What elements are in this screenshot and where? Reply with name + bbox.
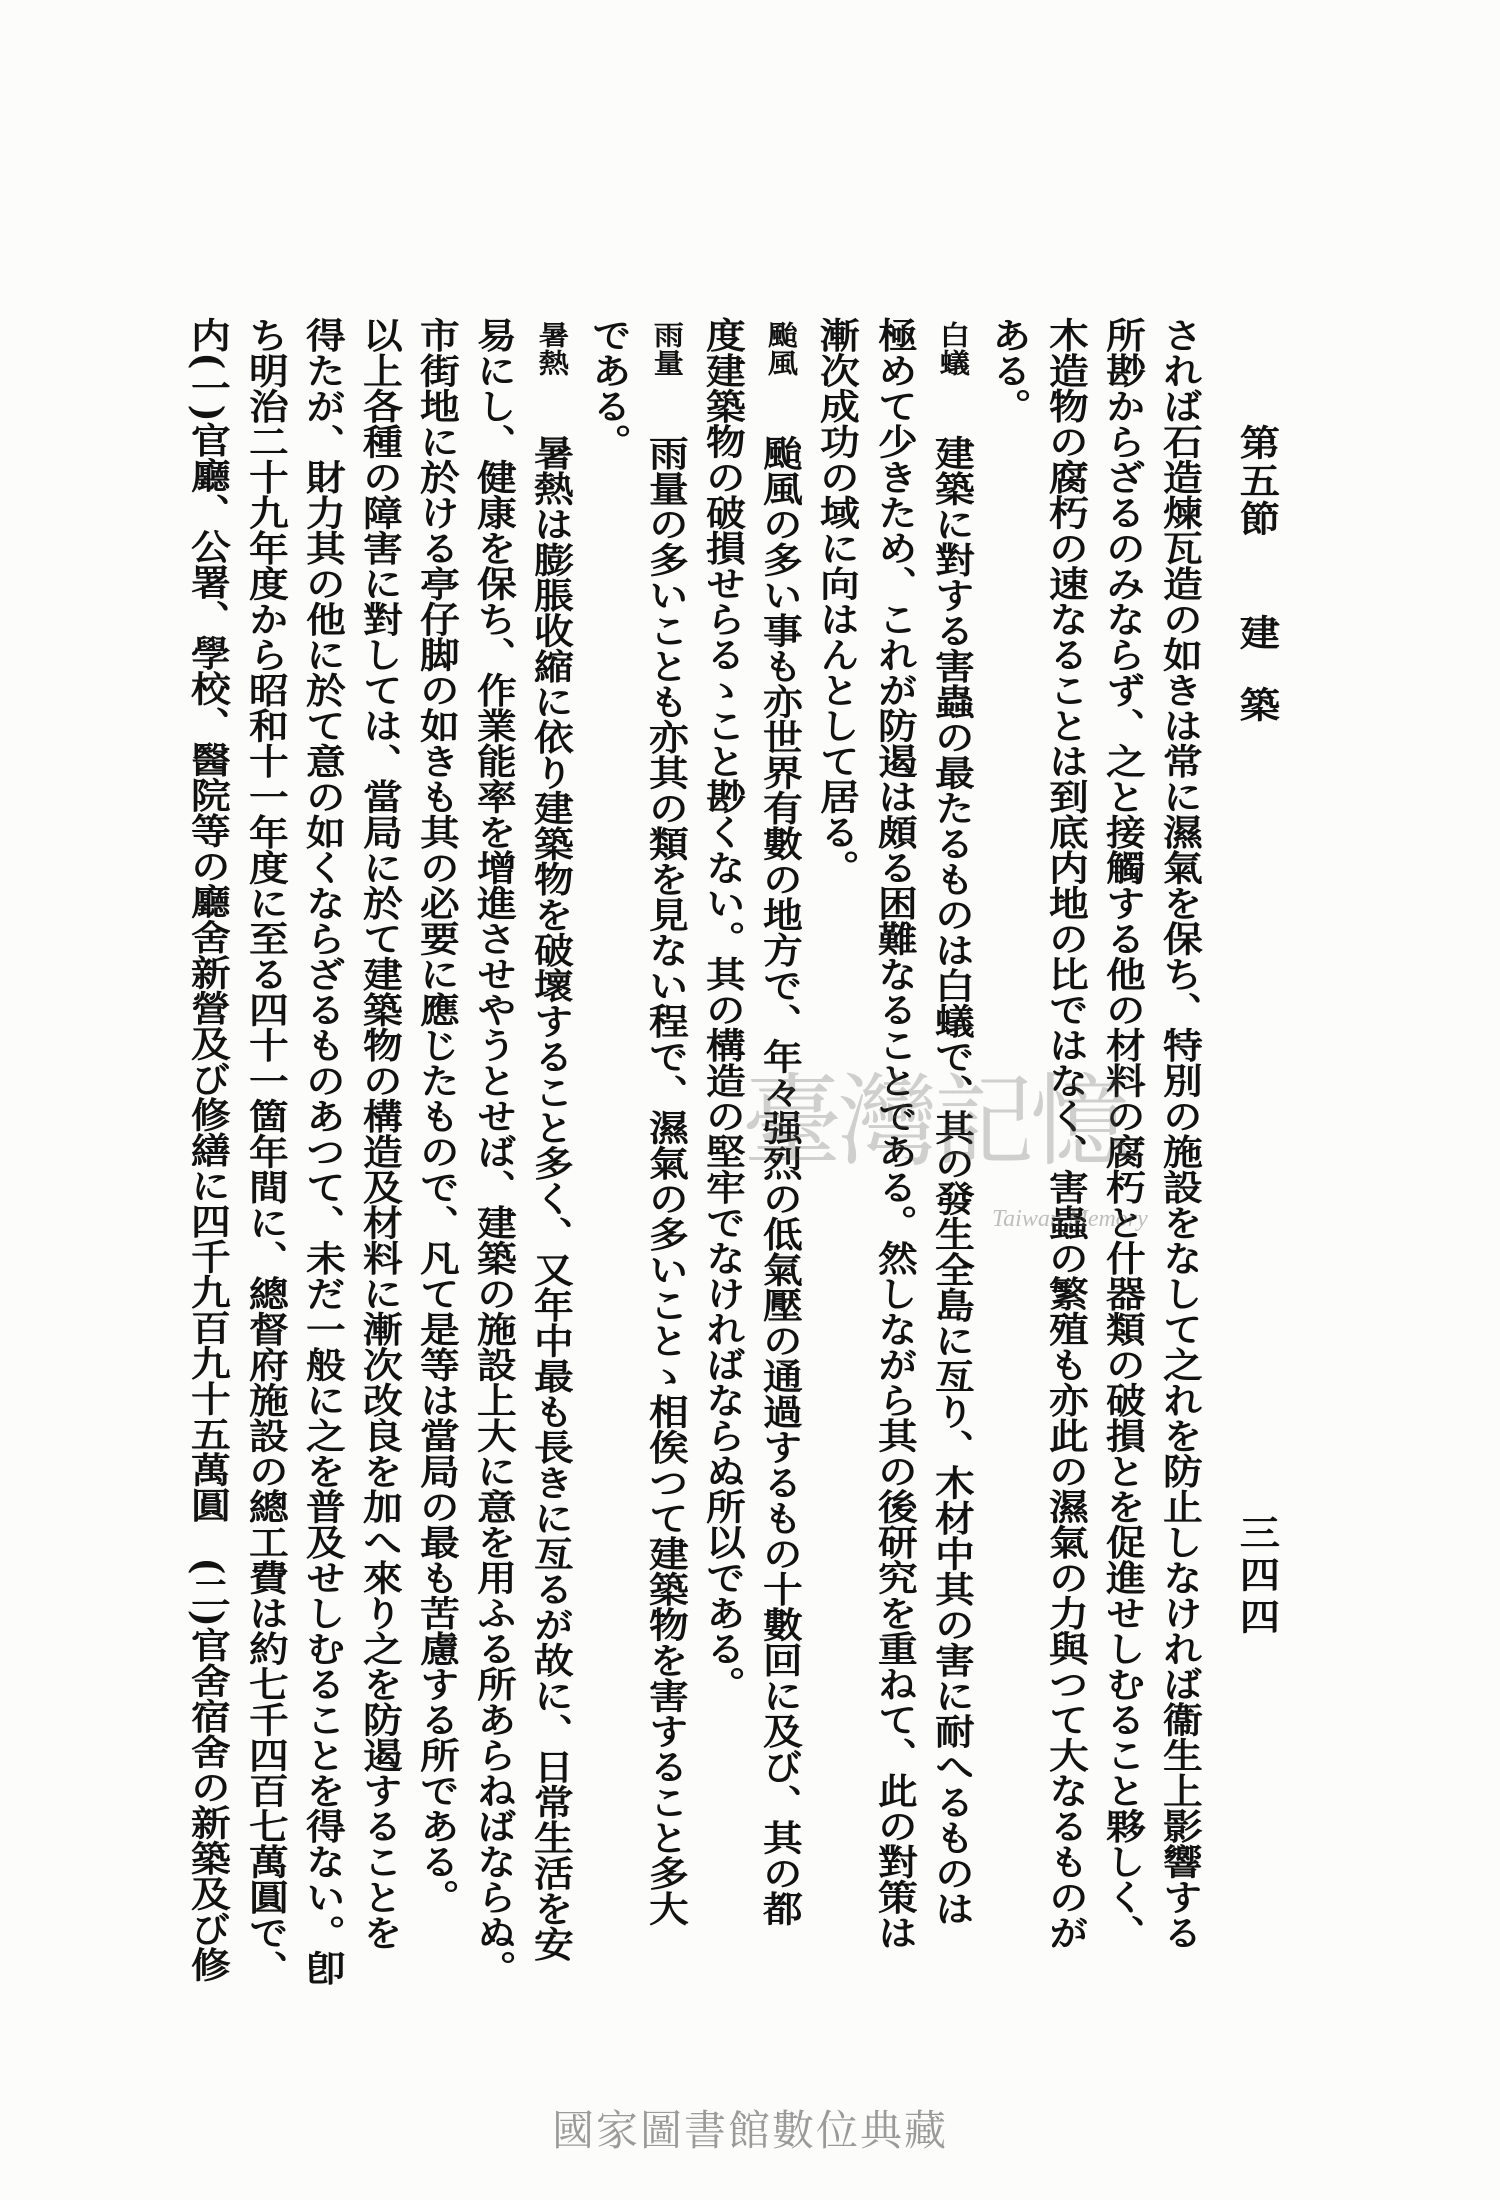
text-column [1148, 317, 1212, 2007]
text-column [519, 317, 583, 2007]
column-text: 暑熱は膨脹收縮に依り建築物を破壞すること多く、又年中最も長きに亙るが故に、日常生活を安 [527, 435, 574, 1962]
column-text: 雨量の多いことも亦其の類を見ない程で、濕氣の多いことゝ相俟つて建築物を害すること多大 [642, 435, 689, 1926]
watermark-subtext: Taiwan Memory [992, 1206, 1148, 1232]
archive-footer: 國家圖書館數位典藏 [551, 2106, 948, 2155]
column-text: である。 [585, 317, 632, 459]
text-column [462, 317, 526, 2007]
column-text: されば石造煉瓦造の如きは常に濕氣を保ち、特別の施設をなして之れを防止しなければ衞生上影響する [1156, 317, 1203, 1950]
text-column [634, 317, 698, 2007]
column-text: ち明治二十九年度から昭和十一年度に至る四十一箇年間に、總督府施設の總工費は約七千四百七萬圓で、 [242, 317, 289, 1986]
column-text: 度建築物の破損せらるゝこと尠くない。其の構造の堅牢でなければならぬ所以である。 [699, 317, 746, 1702]
watermark: 臺灣記憶 [742, 1063, 1126, 1180]
text-column [405, 317, 469, 2007]
side-heading-heat: 暑熱 [533, 321, 568, 377]
text-column [291, 317, 355, 2007]
column-text: 木造物の腐朽の速なることは到底内地の比ではなく、害蟲の繁殖も亦此の濕氣の力與つて大なるものが [1042, 317, 1089, 1950]
column-text: 市街地に於ける亭仔脚の如きも其の必要に應じたもので、凡て是等は當局の最も苦慮する所である。 [413, 317, 460, 1915]
column-text: 以上各種の障害に對しては、當局に於て建築物の構造及材料に漸次改良を加へ來り之を防遏することを [356, 317, 403, 1950]
text-column [234, 317, 298, 2007]
column-text: 建築に對する害蟲の最たるものは白蟻で、其の發生全島に亙り、木材中其の害に耐へるものは [928, 435, 975, 1926]
column-text: 内(一)官廳、公署、學校、醫院等の廳舍新營及び修繕に四千九百九十五萬圓 (二)官舍宿舍の新築及び修 [184, 317, 231, 1982]
column-text: 得たが、財力其の他に於て意の如くならざるものあつて、未だ一般に之を普及せしむることを得ない。卽 [299, 317, 346, 1986]
section-title: 建 築 [1233, 614, 1281, 722]
column-text: 所尠からざるのみならず、之と接觸する他の材料の腐朽と什器類の破損とを促進せしむること夥しく、 [1099, 317, 1146, 1950]
text-column [176, 317, 240, 2007]
column-text: 易にし、健康を保ち、作業能率を增進させやうとせば、建築の施設上大に意を用ふる所あらねばならぬ。 [470, 317, 517, 1986]
side-heading-white-ants: 白蟻 [934, 321, 969, 377]
column-text: ある。 [985, 317, 1032, 424]
column-text: 極めて少きため、これが防遏は頗る困難なることである。然しながら其の後研究を重ねて、此の對策は [871, 317, 918, 1950]
side-heading-typhoon: 颱風 [762, 321, 797, 377]
page-number: 三四四 [1233, 1514, 1281, 1640]
side-heading-rainfall: 雨量 [648, 321, 683, 377]
section-number: 第五節 [1233, 424, 1281, 538]
text-column [577, 317, 641, 2007]
text-column [348, 317, 412, 2007]
column-text: 漸次成功の域に向はんとして居る。 [813, 317, 860, 885]
column-text: 颱風の多い事も亦世界有數の地方で、年々强烈の低氣壓の通過するもの十數回に及び、其の都 [756, 435, 803, 1926]
